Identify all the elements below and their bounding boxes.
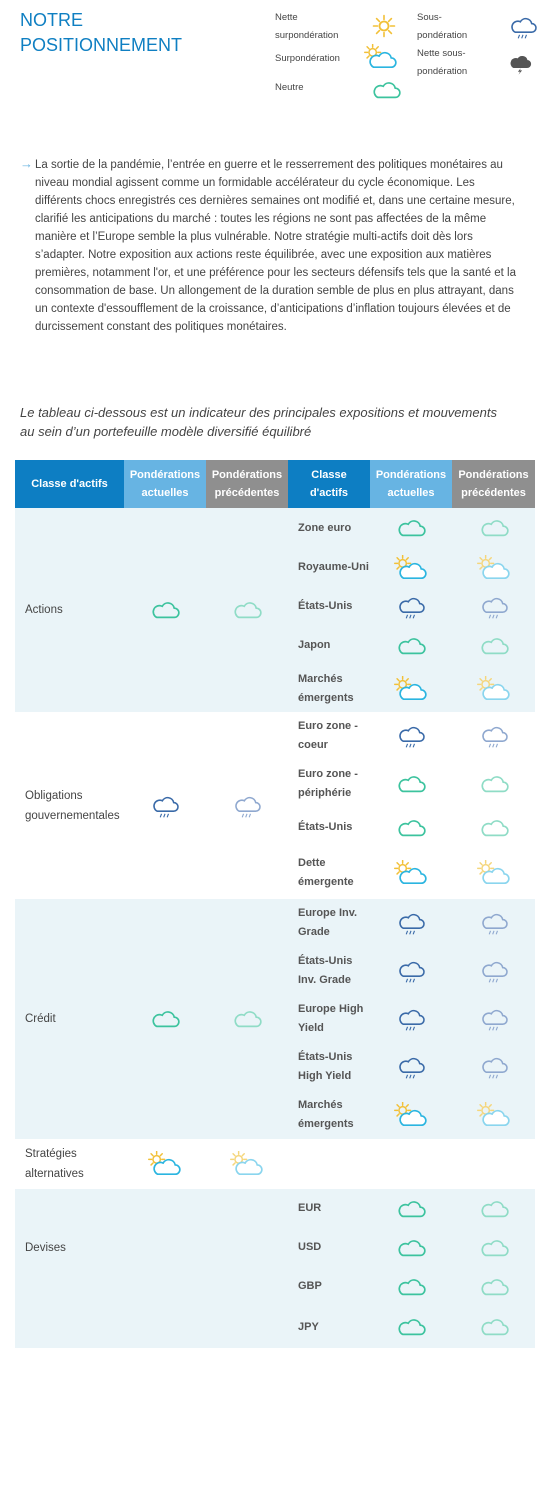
legend-line: surpondération — [275, 30, 339, 41]
subclass-label: États-Unis — [288, 587, 370, 626]
weather-icon — [452, 1228, 535, 1267]
header-line: actuelles — [387, 487, 435, 499]
rain-cloud-icon — [396, 594, 426, 620]
table-row — [15, 1189, 535, 1228]
header-line: Pondérations — [375, 469, 447, 481]
subclass-label: Japon — [288, 626, 370, 665]
subclass-label: Europe Inv. Grade — [288, 899, 370, 947]
weather-icon — [452, 1189, 535, 1228]
weather-icon — [452, 847, 535, 899]
rain-cloud-icon — [479, 594, 509, 620]
page-title-line2: POSITIONNEMENT — [20, 35, 183, 55]
cloud-icon — [395, 772, 427, 796]
table-row — [15, 508, 535, 548]
table-caption: Le tableau ci-dessous est un indicateur des principales expositions et mouvements au sein d’un portefeuille modèle diversifié équilibré — [20, 405, 497, 439]
weather-icon — [370, 1267, 452, 1306]
legend-nette-sous-ponderation-label — [417, 45, 467, 81]
subclass-label: Marchés émergents — [288, 1091, 370, 1139]
subclass-label: Europe High Yield — [288, 995, 370, 1043]
table-header-row — [15, 460, 535, 508]
empty-cell — [124, 1306, 206, 1348]
empty-cell — [15, 1306, 124, 1348]
subclass-label: États-Unis — [288, 808, 370, 847]
class-strategies-alternatives: Stratégies alternatives — [15, 1139, 124, 1189]
cloud-icon — [149, 1007, 181, 1031]
header-line: précédentes — [214, 487, 280, 499]
rain-cloud-icon — [396, 1006, 426, 1032]
empty-cell — [206, 1189, 288, 1306]
rain-cloud-icon — [232, 793, 262, 819]
sun-cloud-icon — [477, 555, 511, 581]
cloud-icon — [231, 1007, 263, 1031]
weather-icon — [370, 508, 452, 548]
header-ponderations-actuelles-sub — [370, 460, 452, 508]
weather-icon — [452, 995, 535, 1043]
empty-cell — [288, 1139, 370, 1189]
subclass-label: Euro zone - coeur — [288, 712, 370, 760]
cloud-icon — [395, 1275, 427, 1299]
weather-icon — [370, 1306, 452, 1348]
sun-cloud-icon — [230, 1151, 264, 1177]
weather-icon — [452, 1091, 535, 1139]
cloud-icon — [478, 516, 510, 540]
cloud-icon — [395, 1315, 427, 1339]
cloud-icon — [478, 1197, 510, 1221]
cloud-icon — [370, 78, 402, 107]
weather-icon — [452, 665, 535, 712]
weather-icon — [452, 587, 535, 626]
rain-cloud-icon — [479, 910, 509, 936]
weather-icon — [452, 760, 535, 808]
subclass-label: JPY — [288, 1306, 370, 1348]
header-line: Pondérations — [458, 469, 529, 481]
intro-section — [20, 156, 525, 336]
weather-icon — [370, 665, 452, 712]
rain-cloud-icon — [508, 14, 538, 45]
subclass-label: USD — [288, 1228, 370, 1267]
cloud-icon — [395, 1236, 427, 1260]
header-line: précédentes — [461, 487, 526, 499]
empty-cell — [370, 1139, 452, 1189]
table-row — [15, 1306, 535, 1348]
empty-cell — [206, 1306, 288, 1348]
allocation-table — [15, 460, 535, 1348]
class-credit: Crédit — [15, 899, 124, 1139]
subclass-label: Royaume-Uni — [288, 548, 370, 587]
cloud-icon — [478, 816, 510, 840]
cloud-icon — [478, 1236, 510, 1260]
weather-icon — [452, 508, 535, 548]
sun-cloud-icon — [148, 1151, 182, 1177]
weather-icon — [370, 1091, 452, 1139]
weather-icon — [452, 808, 535, 847]
legend-line: Sous- — [417, 12, 442, 23]
class-obligations: Obligations gouvernementales — [15, 712, 124, 899]
subclass-label: GBP — [288, 1267, 370, 1306]
cloud-icon — [149, 598, 181, 622]
page-title-line1: NOTRE — [20, 10, 83, 30]
legend-line: Nette — [275, 12, 298, 23]
empty-cell — [124, 1189, 206, 1306]
weather-icon — [452, 626, 535, 665]
subclass-label: Marchés émergents — [288, 665, 370, 712]
rain-cloud-icon — [396, 1054, 426, 1080]
legend-line: pondération — [417, 30, 468, 41]
weather-icon — [370, 1189, 452, 1228]
subclass-label: Dette émergente — [288, 847, 370, 899]
rain-cloud-icon — [479, 723, 509, 749]
table-row — [15, 899, 535, 947]
rain-cloud-icon — [479, 1006, 509, 1032]
rain-cloud-icon — [479, 1054, 509, 1080]
cloud-icon — [478, 1275, 510, 1299]
table-row — [15, 1139, 535, 1189]
cloud-icon — [478, 772, 510, 796]
sun-cloud-icon — [394, 860, 428, 886]
intro-paragraph: La sortie de la pandémie, l’entrée en guerre et le resserrement des politiques monétaires au niveau mondial agissent comme un formidable accélérateur du cycle économique. Les différents chocs enregistrés ces dernières semaines ont modifié et, dans une certaine mesure, clarifié les anticipations du marché : toutes les régions ne sont pas affectées de la même manière et l’Europe semble la plus vulnérable. Notre stratégie multi-actifs doit dès lors s’adapter. Notre exposition aux actions reste équilibrée, avec une exposition aux matières premières, notamment l'or, et une préférence pour les secteurs défensifs tels que la santé et la consommation de base. Un allongement de la duration semble de plus en plus attrayant, dans un contexte d'essoufflement de la croissance, d’anticipations d’inflation toujours élevées et de durcissement constant des politiques monétaires. — [35, 159, 516, 333]
cloud-icon — [395, 1197, 427, 1221]
empty-cell — [452, 1139, 535, 1189]
sun-icon — [372, 14, 396, 43]
rain-cloud-icon — [396, 723, 426, 749]
subclass-label: Zone euro — [288, 508, 370, 548]
weather-icon — [370, 712, 452, 760]
sun-cloud-icon — [364, 44, 398, 75]
rain-cloud-icon — [396, 958, 426, 984]
sun-cloud-icon — [394, 676, 428, 702]
cloud-icon — [395, 816, 427, 840]
rain-cloud-icon — [479, 958, 509, 984]
weather-icon — [452, 947, 535, 995]
weather-icon — [124, 899, 206, 1139]
cloud-icon — [395, 634, 427, 658]
sun-cloud-icon — [394, 555, 428, 581]
weather-icon — [124, 1139, 206, 1189]
weather-icon — [452, 712, 535, 760]
arrow-right-icon: → — [20, 156, 33, 171]
weather-icon — [370, 995, 452, 1043]
legend-surponderation-label: Surpondération — [275, 53, 340, 64]
weather-icon — [370, 587, 452, 626]
sun-cloud-icon — [394, 1102, 428, 1128]
legend-sous-ponderation-label — [417, 9, 467, 45]
cloud-icon — [478, 634, 510, 658]
legend-nette-surponderation-label — [275, 9, 338, 45]
weather-icon — [370, 847, 452, 899]
weather-icon — [370, 808, 452, 847]
page-title — [20, 8, 182, 58]
storm-cloud-icon — [508, 52, 532, 81]
sun-cloud-icon — [477, 1102, 511, 1128]
cloud-icon — [395, 516, 427, 540]
legend-neutre-label: Neutre — [275, 82, 304, 93]
weather-icon — [370, 548, 452, 587]
weather-icon — [206, 712, 288, 899]
header-line: Pondérations — [211, 469, 283, 481]
sun-cloud-icon — [477, 676, 511, 702]
weather-icon — [124, 508, 206, 712]
weather-icon — [370, 899, 452, 947]
class-actions: Actions — [15, 508, 124, 712]
header-classe-actifs: Classe d'actifs — [15, 460, 124, 508]
header-line: actuelles — [141, 487, 189, 499]
rain-cloud-icon — [396, 910, 426, 936]
weather-icon — [370, 1043, 452, 1091]
weather-icon — [206, 1139, 288, 1189]
table-row — [15, 712, 535, 760]
subclass-label: EUR — [288, 1189, 370, 1228]
weather-icon — [452, 1306, 535, 1348]
sun-cloud-icon — [477, 860, 511, 886]
weather-icon — [452, 1267, 535, 1306]
header-line: Pondérations — [129, 469, 201, 481]
weather-icon — [452, 548, 535, 587]
subclass-label: Euro zone - périphérie — [288, 760, 370, 808]
class-devises: Devises — [15, 1189, 124, 1306]
weather-icon — [452, 899, 535, 947]
weather-icon — [370, 947, 452, 995]
weather-icon — [206, 508, 288, 712]
weather-icon — [370, 626, 452, 665]
header-ponderations-precedentes-sub — [452, 460, 535, 508]
header-ponderations-precedentes — [206, 460, 288, 508]
legend-line: pondération — [417, 66, 468, 77]
weather-icon — [206, 899, 288, 1139]
subclass-label: États-Unis High Yield — [288, 1043, 370, 1091]
legend-line: Nette sous- — [417, 48, 466, 59]
header-ponderations-actuelles — [124, 460, 206, 508]
weather-icon — [370, 1228, 452, 1267]
cloud-icon — [478, 1315, 510, 1339]
weather-icon — [370, 760, 452, 808]
weather-icon — [124, 712, 206, 899]
cloud-icon — [231, 598, 263, 622]
weather-icon — [452, 1043, 535, 1091]
subclass-label: États-Unis Inv. Grade — [288, 947, 370, 995]
header-classe-actifs-sub: Classe d'actifs — [288, 460, 370, 508]
rain-cloud-icon — [150, 793, 180, 819]
